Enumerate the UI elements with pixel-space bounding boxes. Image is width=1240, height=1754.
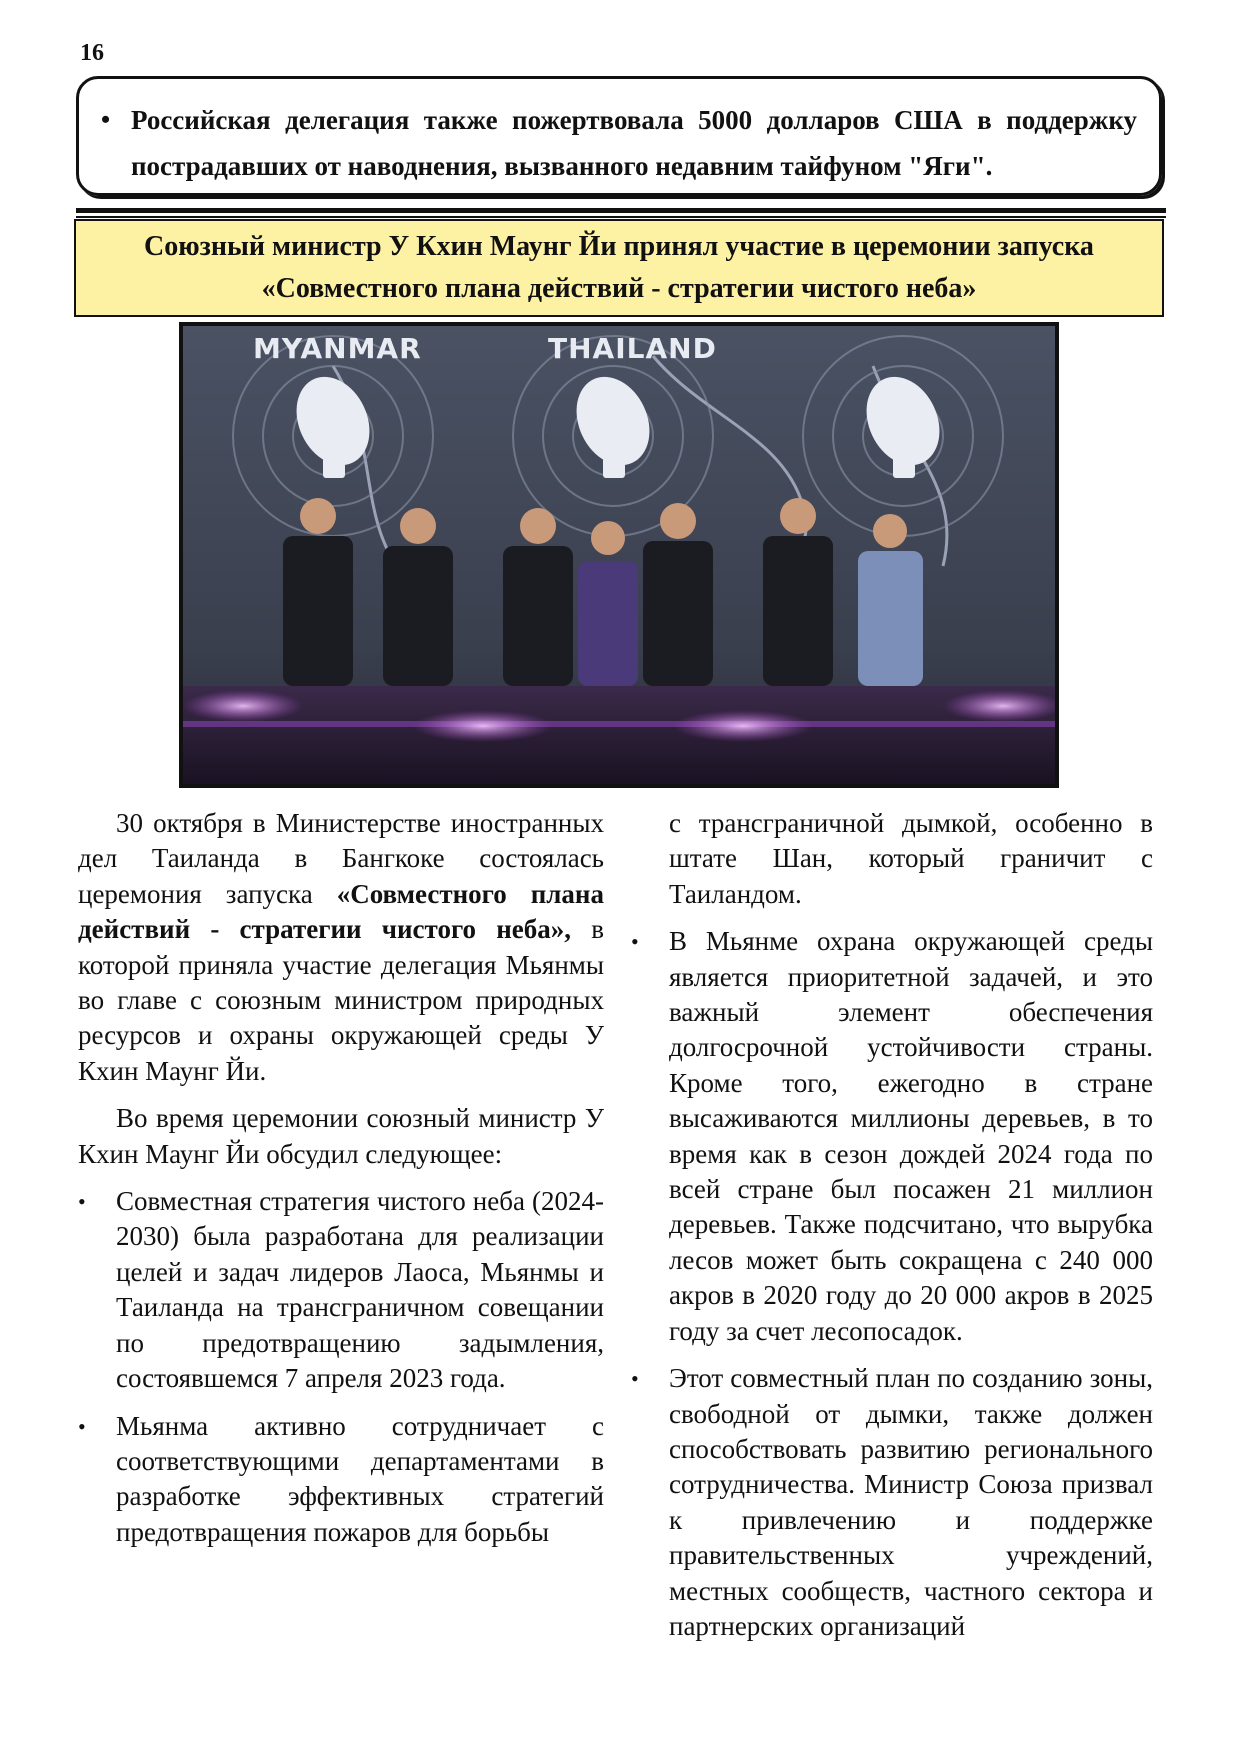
list-item: • В Мьянме охрана окружающей среды является приоритетной задачей, и это важный элемент обеспечения долгосрочной устойчивости страны. Кроме того, ежегодно в стране высаживаются миллионы деревьев, в то время как в сезон дождей 2024 года по всей стране был посажен 21 миллион деревьев. Также подсчитано, что вырубка лесов может быть сокращена с 240 000 акров в 2020 году до 20 000 акров в 2025 году за счет лесопосадок.: [631, 926, 1153, 1346]
divider-thick: [76, 208, 1166, 213]
bullet-icon: •: [631, 1366, 639, 1392]
bullet-icon: •: [78, 1189, 86, 1215]
plan-title: «Совместного плана действий - стратегии чистого неба»,: [78, 878, 604, 945]
photo-illustration: [183, 326, 1055, 784]
article-column-left: [78, 806, 604, 1550]
ceremony-photo: [179, 322, 1059, 788]
article-paragraph: 30 октября в Министерстве иностранных дел Таиланда в Бангкоке состоялась церемония запуска «Совместного плана действий - стратегии чистого неба», в которой приняла участие делегация Мьянмы во главе с союзным министром природных ресурсов и охраны окружающей среды У Кхин Маунг Йи.: [78, 808, 605, 1086]
list-item: • Совместная стратегия чистого неба (2024-2030) была разработана для реализации целей и задач лидеров Лаоса, Мьянмы и Таиланда на трансграничном совещании по предотвращению задымления, состоявшемся 7 апреля 2023 года.: [78, 1186, 604, 1394]
list-item: • Этот совместный план по созданию зоны, свободной от дымки, также должен способствовать развитию регионального сотрудничества. Министр Союза призвал к привлечению и поддержке правительственных учреждений, местных сообществ, частного сектора и партнерских организаций: [631, 1363, 1153, 1641]
photo-label-myanmar: MYANMAR: [253, 332, 422, 365]
article-column-right: [631, 806, 1153, 1644]
highlight-text: Российская делегация также пожертвовала 5000 долларов США в поддержку пострадавших от наводнения, вызванного недавним тайфуном "Яги".: [131, 105, 1137, 181]
divider-thin: [76, 216, 1166, 218]
list-item: • Мьянма активно сотрудничает с соответствующими департаментами в разработке эффективных стратегий предотвращения пожаров для борьбы: [78, 1410, 604, 1547]
page-number: 16: [80, 40, 104, 66]
photo-label-thailand: THAILAND: [548, 332, 717, 365]
bullet-icon: •: [101, 105, 111, 134]
article-paragraph: Во время церемонии союзный министр У Кхин Маунг Йи обсудил следующее:: [78, 1103, 604, 1169]
bullet-icon: •: [78, 1413, 86, 1439]
list-item-continued: с трансграничной дымкой, особенно в штате Шан, который граничит с Таиландом.: [669, 808, 1153, 909]
bullet-icon: •: [631, 929, 639, 955]
highlight-box: [76, 76, 1162, 196]
article-headline: Союзный министр У Кхин Маунг Йи принял участие в церемонии запуска «Совместного плана действий - стратегии чистого неба»: [74, 219, 1164, 317]
